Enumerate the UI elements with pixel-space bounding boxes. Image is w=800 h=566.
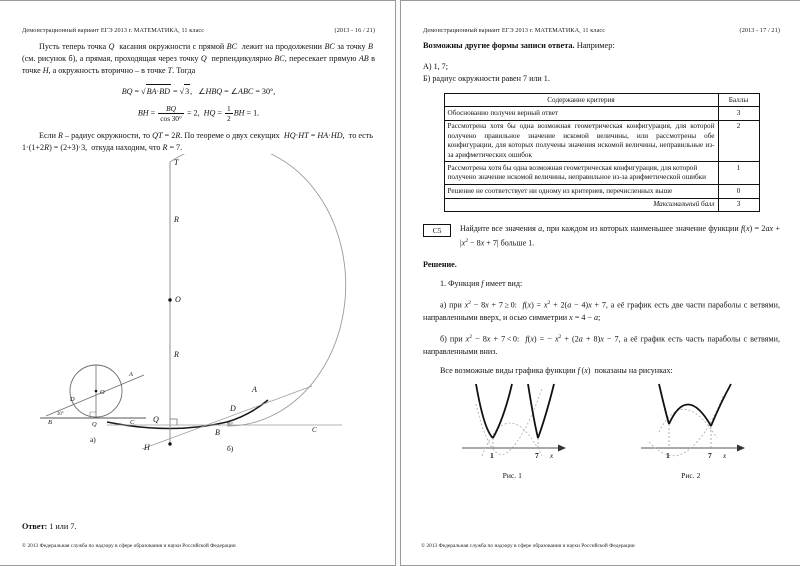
figure-b-label-Q: Q xyxy=(153,415,159,425)
criteria-header-score: Баллы xyxy=(718,94,759,107)
criteria-text: Рассмотрена хотя бы одна возможная геометрическая конфигурация, для которой получено правильное значение искомой величины, или рассмотрены обе конфигурации, для которых получены значения искомой величины, неправильные из-за арифметических ошибок xyxy=(444,120,718,162)
figure-b-label-right-angle: 90° xyxy=(227,421,234,427)
criteria-header-content: Содержание критерия xyxy=(444,94,718,107)
figure-a-label-angle: 30° xyxy=(57,412,64,418)
figure-b-label-A: A xyxy=(252,385,257,395)
figure-2-caption: Рис. 2 xyxy=(681,470,701,480)
solution-case-b: б) при $x^2 - 8x + 7 < 0$: f(x) = − $x^2 + (2a + 8)x - 7$, а её график есть часть параболы с ветвями, направленными вниз. xyxy=(423,334,780,357)
alt-answer-variant-a: А) 1, 7; xyxy=(423,62,448,71)
criteria-table xyxy=(444,93,760,212)
figure-a-small-circle xyxy=(26,354,156,446)
figure-a-label-A: A xyxy=(129,371,133,379)
figure-b-caption: б) xyxy=(227,444,234,454)
alt-answer-lead-bold: Возможны другие формы записи ответа. xyxy=(423,41,575,50)
figure-2-xtick-1: 1 xyxy=(665,450,670,460)
task-statement: Найдите все значения a, при каждом из которых наименьшее значение функции $f(x) = 2ax + |x^2 - 8x + 7|$ больше 1. xyxy=(460,224,780,248)
alt-answer-lead xyxy=(423,40,780,52)
answer-label: Ответ: xyxy=(22,522,48,531)
figure-2-box xyxy=(625,382,757,480)
alt-answer-lead-rest: Например: xyxy=(574,41,615,50)
task-block xyxy=(423,223,780,250)
figure-b-label-D: D xyxy=(230,404,236,414)
figure-a-label-D: D xyxy=(70,396,75,404)
page-left-footer: © 2013 Федеральная служба по надзору в сфере образования и науки Российской Федерации xyxy=(22,543,236,549)
figure-a-label-O: O xyxy=(100,389,105,397)
solution-figures-intro: Все возможные виды графика функции f (x) показаны на рисунках: xyxy=(440,366,673,376)
alt-answer-variant-b: Б) радиус окружности равен 7 или 1. xyxy=(423,73,550,83)
solution-figures xyxy=(423,382,780,480)
task-code-badge: C5 xyxy=(423,224,451,237)
figure-1-xtick-7: 7 xyxy=(535,450,540,460)
criteria-text: Рассмотрена хотя бы одна возможная геометрическая конфигурация, для которой получено значение искомой величины, неправильное из-за арифметической ошибки xyxy=(444,162,718,185)
figure-b-label-H: H xyxy=(144,443,150,453)
figure-b-label-C: C xyxy=(312,426,317,435)
paragraph-tangent-point: Пусть теперь точка Q касания окружности с прямой BC лежит на продолжении BC за точку B (см. рисунок б), а прямая, проходящая через точку Q перпендикулярно BC, пересекает прямую AB в точке H, а окружность вторично – в точке T. Тогда xyxy=(22,42,376,76)
table-row xyxy=(444,185,759,198)
figure-1-box xyxy=(446,382,578,480)
solution-step-1: 1. Функция f имеет вид: xyxy=(440,278,523,288)
criteria-max-score: 3 xyxy=(718,198,759,211)
criteria-score: 1 xyxy=(718,162,759,185)
formula-line-1: BQ = √BA·BD = √3, ∠HBQ = ∠ABC = 30°, xyxy=(22,84,375,98)
table-row-max xyxy=(444,198,759,211)
figure-b-label-R-lower: R xyxy=(174,350,179,360)
figure-1-caption: Рис. 1 xyxy=(502,470,522,480)
page-right-footer: © 2013 Федеральная служба по надзору в сфере образования и науки Российской Федерации xyxy=(421,543,635,549)
page-right-header xyxy=(423,27,780,34)
page-right xyxy=(400,0,800,566)
left-figures xyxy=(22,154,375,459)
figure-2-axis-label: x xyxy=(722,451,726,460)
criteria-text: Обоснованно получен верный ответ xyxy=(444,107,718,120)
figure-a-label-Q: Q xyxy=(92,421,97,429)
table-header-row xyxy=(444,94,759,107)
figure-a-label-C: C xyxy=(130,419,135,427)
paragraph-radius-derivation: Если R – радиус окружности, то QT = 2R. По теореме о двух секущих HQ·HT = HA·HD, то есть 1·(1+2R) = (2+3)·3, откуда находим, что R = 7. xyxy=(22,130,375,152)
figure-a-caption: а) xyxy=(90,435,96,445)
figure-1-xtick-1: 1 xyxy=(490,450,495,460)
criteria-score: 3 xyxy=(718,107,759,120)
header-title: Демонстрационный вариант ЕГЭ 2013 г. МАТЕМАТИКА, 11 класс xyxy=(423,27,606,34)
header-page-ref: (2013 - 16 / 21) xyxy=(334,27,375,34)
figure-1-axis-label: x xyxy=(550,451,554,460)
answer-line xyxy=(22,522,76,531)
figure-b-label-R-upper: R xyxy=(174,215,179,225)
figure-1-graph xyxy=(446,382,578,470)
figure-b-label-T: T xyxy=(174,158,179,168)
criteria-max-label: Максимальный балл xyxy=(444,198,718,211)
table-row xyxy=(444,120,759,162)
answer-value: 1 или 7. xyxy=(49,522,77,531)
table-row xyxy=(444,107,759,120)
figure-a-label-B: B xyxy=(48,419,52,427)
header-title: Демонстрационный вариант ЕГЭ 2013 г. МАТЕМАТИКА, 11 класс xyxy=(22,27,205,34)
solution-label: Решение. xyxy=(423,259,457,269)
header-page-ref: (2013 - 17 / 21) xyxy=(739,27,780,34)
figure-b-label-O: O xyxy=(175,295,181,305)
criteria-text: Решение не соответствует ни одному из критериев, перечисленных выше xyxy=(444,185,718,198)
table-row xyxy=(444,162,759,185)
figure-2-graph xyxy=(625,382,757,470)
formula-line-2: BH = $\frac{BQ}{\cos 30^\circ}$ = 2, HQ = $\frac{1}{2}$ BH = 1. xyxy=(137,103,260,123)
figure-b-label-B: B xyxy=(215,428,220,438)
page-left-header xyxy=(22,27,375,34)
criteria-score: 0 xyxy=(718,185,759,198)
figure-2-xtick-7: 7 xyxy=(707,450,712,460)
page-left xyxy=(0,0,396,566)
solution-case-a: а) при $x^2 - 8x + 7 \ge 0$: $f(x) = x^2 + 2(a - 4)x + 7$, а её график есть две части параболы с ветвями, направленными вверх, и осью симметрии x = 4 − a; xyxy=(423,300,781,323)
criteria-score: 2 xyxy=(718,120,759,162)
